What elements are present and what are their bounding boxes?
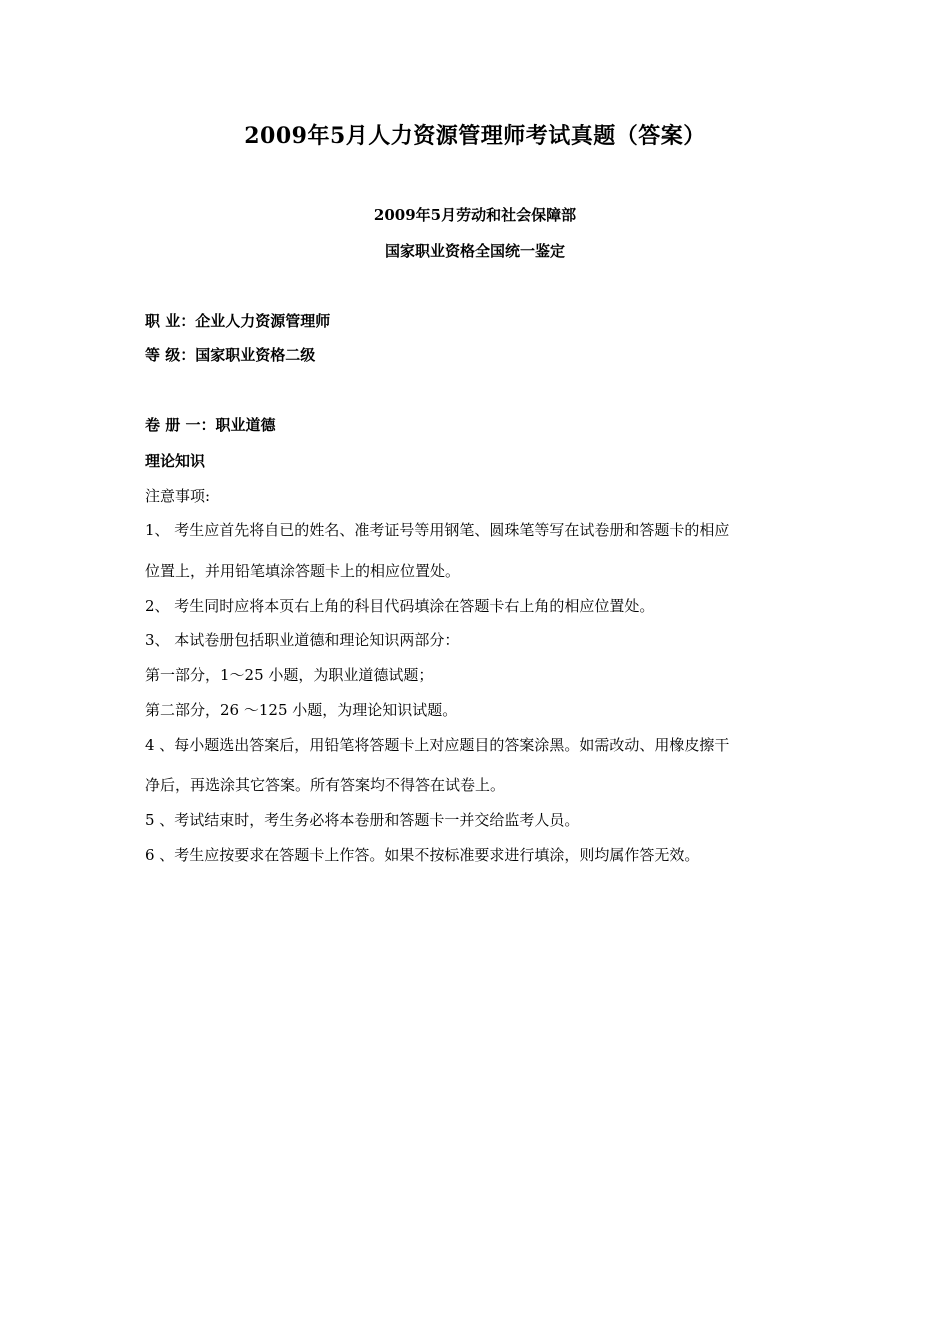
volume-line: 卷 册 一：职业道德 bbox=[145, 416, 276, 434]
occupation-line: 职 业：企业人力资源管理师 bbox=[145, 312, 331, 330]
note-line: 第二部分，26 ～125 小题，为理论知识试题。 bbox=[145, 701, 458, 719]
issuer-line: 2009年5月劳动和社会保障部 bbox=[373, 206, 577, 224]
exam-type-line: 国家职业资格全国统一鉴定 bbox=[384, 242, 565, 260]
level-line: 等 级：国家职业资格二级 bbox=[145, 346, 316, 364]
section-heading: 理论知识 bbox=[145, 452, 206, 470]
note-line: 1、 考生应首先将自已的姓名、准考证号等用钢笔、圆珠笔等写在试卷册和答题卡的相应 bbox=[145, 521, 730, 539]
note-line: 位置上，并用铅笔填涂答题卡上的相应位置处。 bbox=[145, 562, 461, 580]
document-title: 2009年5月人力资源管理师考试真题（答案） bbox=[244, 123, 706, 149]
notice-heading: 注意事项: bbox=[145, 487, 211, 505]
note-line: 6 、考生应按要求在答题卡上作答。如果不按标准要求进行填涂，则均属作答无效。 bbox=[145, 846, 700, 864]
note-line: 2、 考生同时应将本页右上角的科目代码填涂在答题卡右上角的相应位置处。 bbox=[145, 597, 655, 615]
note-line: 3、 本试卷册包括职业道德和理论知识两部分： bbox=[145, 631, 460, 649]
note-line: 净后，再选涂其它答案。所有答案均不得答在试卷上。 bbox=[145, 776, 506, 794]
note-line: 第一部分，1～25 小题，为职业道德试题； bbox=[145, 666, 434, 684]
note-line: 4 、每小题选出答案后，用铅笔将答题卡上对应题目的答案涂黑。如需改动、用橡皮擦干 bbox=[145, 736, 730, 754]
note-line: 5 、考试结束时，考生务必将本卷册和答题卡一并交给监考人员。 bbox=[145, 811, 580, 829]
